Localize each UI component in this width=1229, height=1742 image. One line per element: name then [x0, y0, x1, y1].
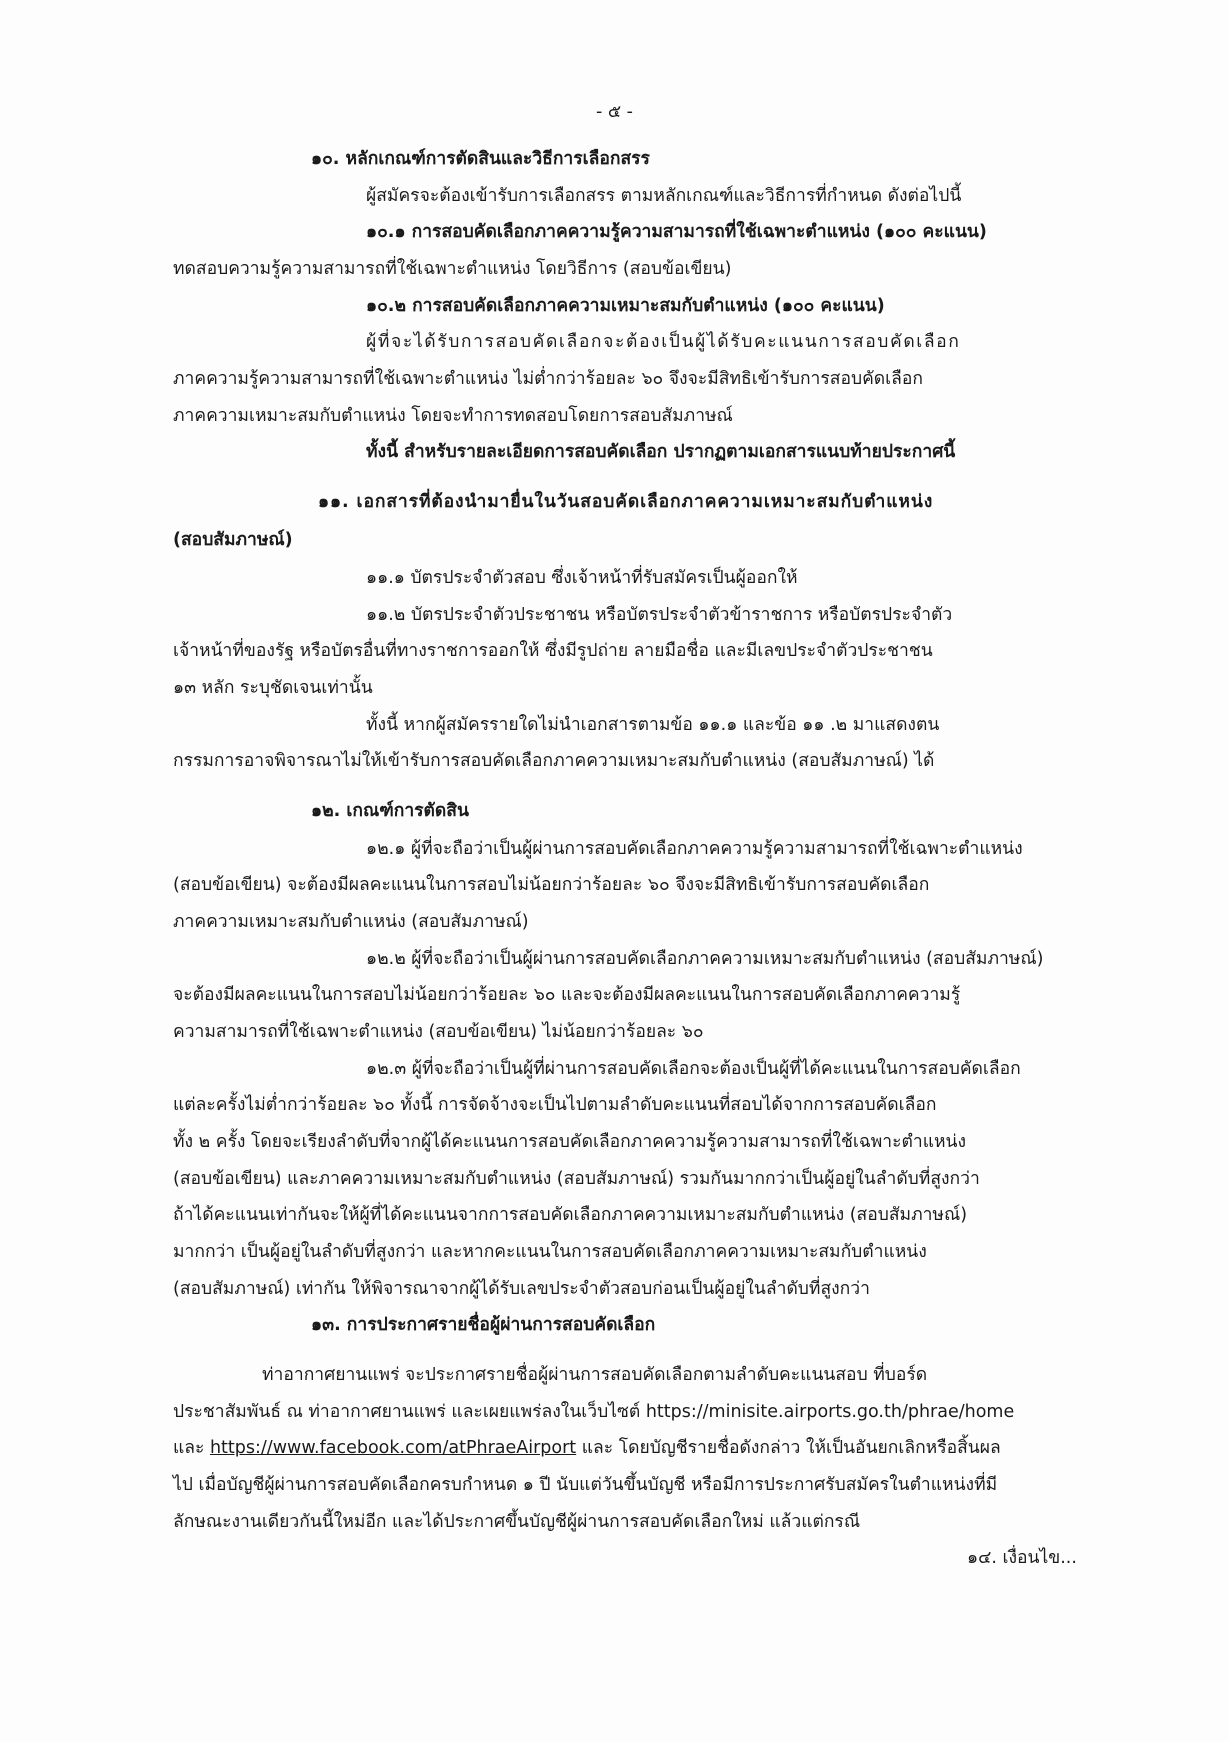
section-13-line: ประชาสัมพันธ์ ณ ท่าอากาศยานแพร่ และเผยแพร่ลงในเว็บไซต์ https://minisite.airports.go.th/phrae/home: [173, 1402, 1015, 1422]
section-12-3-line: (สอบสัมภาษณ์) เท่ากัน ให้พิจารณาจากผู้ได้รับเลขประจำตัวสอบก่อนเป็นผู้อยู่ในลำดับที่สูงกว่า: [173, 1279, 870, 1299]
section-12-3-line: มากกว่า เป็นผู้อยู่ในลำดับที่สูงกว่า และหากคะแนนในการสอบคัดเลือกภาคความเหมาะสมกับตำแหน่ง: [173, 1242, 927, 1262]
section-12-1-line: ๑๒.๑ ผู้ที่จะถือว่าเป็นผู้ผ่านการสอบคัดเลือกภาคความรู้ความสามารถที่ใช้เฉพาะตำแหน่ง: [366, 839, 1023, 859]
section-13-line: ไป เมื่อบัญชีผู้ผ่านการสอบคัดเลือกครบกำหนด ๑ ปี นับแต่วันขึ้นบัญชี หรือมีการประกาศรับสมัครในตำแหน่งที่มี: [173, 1475, 998, 1495]
section-13-line-with-link: [173, 1434, 1001, 1462]
section-10-2-line: ผู้ที่จะได้รับการสอบคัดเลือกจะต้องเป็นผู้ได้รับคะแนนการสอบคัดเลือก: [366, 332, 961, 352]
section-10-2-line: ภาคความรู้ความสามารถที่ใช้เฉพาะตำแหน่ง ไม่ต่ำกว่าร้อยละ ๖๐ จึงจะมีสิทธิเข้ารับการสอบคัดเลือก: [173, 369, 923, 389]
continuation-marker: ๑๔. เงื่อนไข...: [967, 1548, 1077, 1568]
section-12-3-line: แต่ละครั้งไม่ต่ำกว่าร้อยละ ๖๐ ทั้งนี้ การจัดจ้างจะเป็นไปตามลำดับคะแนนที่สอบได้จากการสอบคัดเลือก: [173, 1095, 937, 1115]
section-10-1-text: ทดสอบความรู้ความสามารถที่ใช้เฉพาะตำแหน่ง โดยวิธีการ (สอบข้อเขียน): [173, 259, 732, 279]
section-12-3-line: ทั้ง ๒ ครั้ง โดยจะเรียงลำดับที่จากผู้ได้คะแนนการสอบคัดเลือกภาคความรู้ความสามารถที่ใช้เฉพาะตำแหน่ง: [173, 1132, 967, 1152]
section-11-1-item: ๑๑.๑ บัตรประจำตัวสอบ ซึ่งเจ้าหน้าที่รับสมัครเป็นผู้ออกให้: [366, 568, 798, 588]
section-13-line: ท่าอากาศยานแพร่ จะประกาศรายชื่อผู้ผ่านการสอบคัดเลือกตามลำดับคะแนนสอบ ที่บอร์ด: [262, 1365, 928, 1385]
section-12-2-line: ความสามารถที่ใช้เฉพาะตำแหน่ง (สอบข้อเขียน) ไม่น้อยกว่าร้อยละ ๖๐: [173, 1022, 704, 1042]
section-11-note-line: ทั้งนี้ หากผู้สมัครรายใดไม่นำเอกสารตามข้อ ๑๑.๑ และข้อ ๑๑ .๒ มาแสดงตน: [366, 715, 940, 735]
section-13-line3-suffix: และ โดยบัญชีรายชื่อดังกล่าว ให้เป็นอันยกเลิกหรือสิ้นผล: [576, 1438, 1001, 1458]
section-11-2-line: ๑๓ หลัก ระบุชัดเจนเท่านั้น: [173, 678, 373, 698]
section-10-2-line: ภาคความเหมาะสมกับตำแหน่ง โดยจะทำการทดสอบโดยการสอบสัมภาษณ์: [173, 406, 733, 426]
section-10-intro: ผู้สมัครจะต้องเข้ารับการเลือกสรร ตามหลักเกณฑ์และวิธีการที่กำหนด ดังต่อไปนี้: [366, 186, 962, 206]
section-13-line: ลักษณะงานเดียวกันนี้ใหม่อีก และได้ประกาศขึ้นบัญชีผู้ผ่านการสอบคัดเลือกใหม่ แล้วแต่กรณี: [173, 1512, 861, 1532]
section-11-2-line: เจ้าหน้าที่ของรัฐ หรือบัตรอื่นที่ทางราชการออกให้ ซึ่งมีรูปถ่าย ลายมือชื่อ และมีเลขประจำตัวประชาชน: [173, 641, 933, 661]
section-12-3-line: ๑๒.๓ ผู้ที่จะถือว่าเป็นผู้ที่ผ่านการสอบคัดเลือกจะต้องเป็นผู้ที่ได้คะแนนในการสอบคัดเลือก: [366, 1059, 1021, 1079]
section-12-1-line: ภาคความเหมาะสมกับตำแหน่ง (สอบสัมภาษณ์): [173, 912, 529, 932]
section-13-heading: ๑๓. การประกาศรายชื่อผู้ผ่านการสอบคัดเลือก: [311, 1315, 656, 1335]
facebook-link[interactable]: https://www.facebook.com/atPhraeAirport: [209, 1438, 577, 1458]
section-11-heading: ๑๑. เอกสารที่ต้องนำมายื่นในวันสอบคัดเลือกภาคความเหมาะสมกับตำแหน่ง: [318, 492, 934, 512]
section-10-2-heading: ๑๐.๒ การสอบคัดเลือกภาคความเหมาะสมกับตำแหน่ง (๑๐๐ คะแนน): [366, 296, 885, 316]
section-10-heading: ๑๐. หลักเกณฑ์การตัดสินและวิธีการเลือกสรร: [311, 149, 650, 169]
section-11-heading-cont: (สอบสัมภาษณ์): [173, 530, 293, 550]
section-12-3-line: ถ้าได้คะแนนเท่ากันจะให้ผู้ที่ได้คะแนนจากการสอบคัดเลือกภาคความเหมาะสมกับตำแหน่ง (สอบสัมภาษณ์): [173, 1205, 968, 1225]
section-12-3-line: (สอบข้อเขียน) และภาคความเหมาะสมกับตำแหน่ง (สอบสัมภาษณ์) รวมกันมากกว่าเป็นผู้อยู่ในลำดับที่สูงกว่า: [173, 1169, 980, 1189]
section-12-1-line: (สอบข้อเขียน) จะต้องมีผลคะแนนในการสอบไม่น้อยกว่าร้อยละ ๖๐ จึงจะมีสิทธิเข้ารับการสอบคัดเลือก: [173, 875, 930, 895]
section-11-note-line: กรรมการอาจพิจารณาไม่ให้เข้ารับการสอบคัดเลือกภาคความเหมาะสมกับตำแหน่ง (สอบสัมภาษณ์) ได้: [173, 751, 935, 771]
section-10-note: ทั้งนี้ สำหรับรายละเอียดการสอบคัดเลือก ปรากฏตามเอกสารแนบท้ายประกาศนี้: [366, 442, 956, 462]
section-11-2-line: ๑๑.๒ บัตรประจำตัวประชาชน หรือบัตรประจำตัวข้าราชการ หรือบัตรประจำตัว: [366, 605, 953, 625]
section-12-2-line: จะต้องมีผลคะแนนในการสอบไม่น้อยกว่าร้อยละ ๖๐ และจะต้องมีผลคะแนนในการสอบคัดเลือกภาคความรู้: [173, 985, 961, 1005]
section-10-1-heading: ๑๐.๑ การสอบคัดเลือกภาคความรู้ความสามารถที่ใช้เฉพาะตำแหน่ง (๑๐๐ คะแนน): [366, 222, 987, 242]
section-13-line3-prefix: และ: [173, 1438, 210, 1458]
page-number: - ๕ -: [596, 102, 633, 122]
section-12-heading: ๑๒. เกณฑ์การตัดสิน: [311, 801, 469, 821]
section-12-2-line: ๑๒.๒ ผู้ที่จะถือว่าเป็นผู้ผ่านการสอบคัดเลือกภาคความเหมาะสมกับตำแหน่ง (สอบสัมภาษณ์): [366, 949, 1044, 969]
